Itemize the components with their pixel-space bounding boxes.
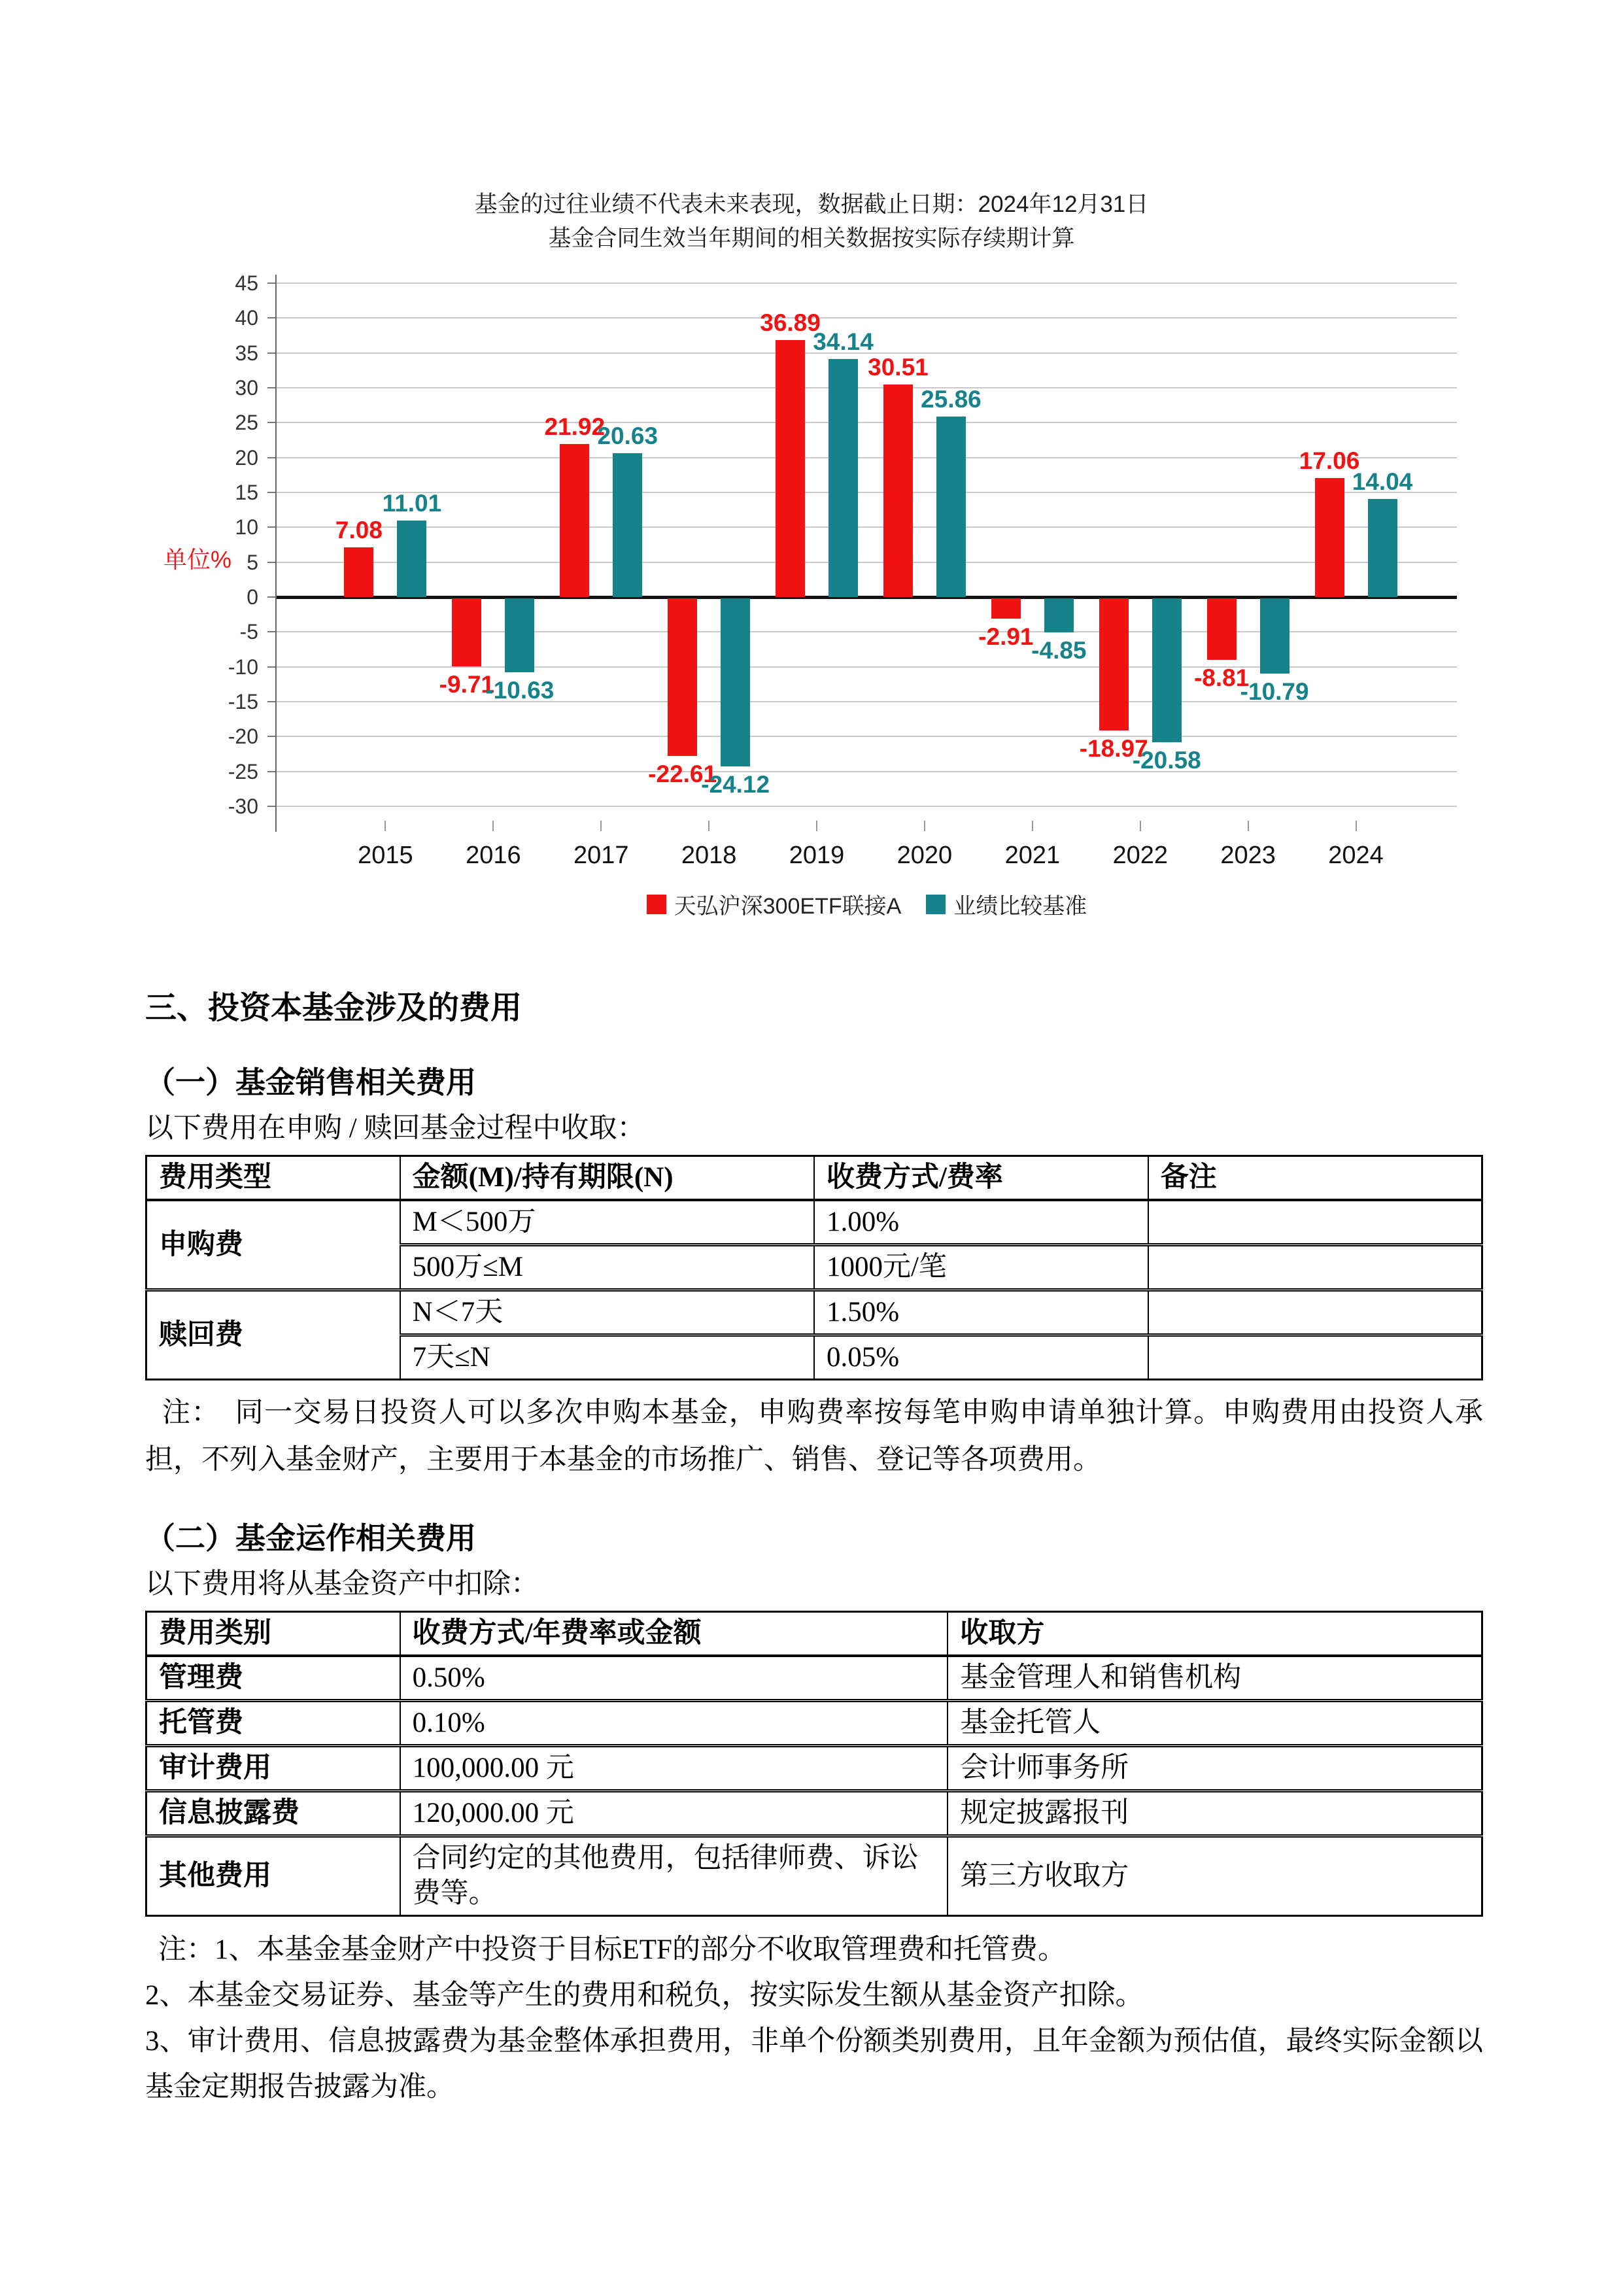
- table-cell: 0.05%: [814, 1335, 1148, 1380]
- table-row: [146, 1791, 1482, 1836]
- operation-fee-note-line: 3、审计费用、信息披露费为基金整体承担费用，非单个份额类别费用，且年金额为预估值，最终实际金额以基金定期报告披露为准。: [145, 2026, 1483, 2102]
- x-axis-year-label: 2016: [466, 842, 521, 869]
- fund-bar: [560, 444, 589, 597]
- bar-value-label: -22.61: [648, 761, 717, 788]
- operation-fee-table-header-row: [146, 1612, 1482, 1656]
- x-axis-tick: [924, 821, 925, 831]
- gridline: [277, 422, 1457, 423]
- benchmark-bar: [721, 598, 750, 766]
- y-axis-label: -25: [228, 759, 258, 783]
- table-row: [146, 1290, 1482, 1335]
- table-header-cell: 费用类别: [146, 1612, 400, 1656]
- y-axis-label: 10: [235, 515, 258, 540]
- y-axis-label: 20: [235, 445, 258, 470]
- bar-value-label: 14.04: [1352, 468, 1413, 496]
- bar-value-label: -8.81: [1193, 664, 1250, 691]
- sales-fee-table-body: [146, 1200, 1482, 1380]
- bar-value-label: 34.14: [813, 328, 874, 355]
- table-header-cell: 金额(M)/持有期限(N): [400, 1156, 814, 1201]
- fund-bar: [1099, 598, 1129, 730]
- table-cell: 100,000.00 元: [400, 1746, 948, 1791]
- fund-bar: [991, 598, 1021, 619]
- table-row-label-cell: 申购费: [146, 1200, 400, 1290]
- x-axis-year-label: 2018: [681, 842, 737, 869]
- x-axis-year-label: 2015: [358, 842, 413, 869]
- bar-value-label: -24.12: [701, 771, 770, 798]
- x-axis-year-label: 2024: [1328, 842, 1384, 869]
- table-cell: 规定披露报刊: [948, 1791, 1482, 1836]
- benchmark-bar: [1044, 598, 1074, 632]
- chart-title-line1: 基金的过往业绩不代表未来表现，数据截止日期：2024年12月31日: [474, 192, 1149, 217]
- table-cell: 第三方收取方: [948, 1836, 1482, 1916]
- chart-title-block: [0, 188, 1623, 256]
- y-axis-label: -10: [228, 655, 258, 679]
- gridline: [277, 526, 1457, 528]
- subsection1-title: （一）基金销售相关费用: [145, 1066, 476, 1099]
- subsection2-intro: 以下费用将从基金资产中扣除：: [145, 1569, 539, 1600]
- x-axis-year-label: 2019: [789, 842, 845, 869]
- table-cell: M＜500万: [400, 1200, 814, 1245]
- gridline: [277, 771, 1457, 772]
- gridline: [277, 317, 1457, 318]
- bar-value-label: -2.91: [978, 623, 1034, 651]
- bar-value-label: -18.97: [1079, 735, 1148, 762]
- y-axis-label: 45: [235, 271, 258, 295]
- y-axis-label: -30: [228, 795, 258, 818]
- operation-fee-notes: [145, 1927, 1483, 2110]
- benchmark-bar: [613, 453, 642, 597]
- x-axis-tick: [1356, 821, 1357, 831]
- fund-bar: [452, 598, 481, 666]
- table-cell: 0.10%: [400, 1701, 948, 1746]
- table-cell: N＜7天: [400, 1290, 814, 1335]
- x-axis-tick: [600, 821, 602, 831]
- chart-legend: [277, 888, 1457, 920]
- benchmark-bar: [936, 417, 966, 597]
- legend-item-fund: [647, 888, 902, 920]
- table-header-cell: 费用类型: [146, 1156, 400, 1201]
- legend-swatch-icon: [647, 895, 666, 914]
- table-cell: 合同约定的其他费用，包括律师费、诉讼费等。: [400, 1836, 948, 1916]
- table-header-cell: 收费方式/年费率或金额: [400, 1612, 948, 1656]
- benchmark-bar: [397, 521, 426, 597]
- benchmark-bar: [1368, 499, 1397, 597]
- operation-fee-table: [145, 1611, 1483, 1917]
- y-axis-label: 25: [235, 411, 258, 435]
- sales-fee-note: 注： 同一交易日投资人可以多次申购本基金，申购费率按每笔申购申请单独计算。申购费用由投资人承担，不列入基金财产，主要用于本基金的市场推广、销售、登记等各项费用。: [145, 1397, 1483, 1475]
- bar-value-label: 25.86: [921, 386, 982, 413]
- table-header-cell: 收取方: [948, 1612, 1482, 1656]
- y-axis-label: 35: [235, 341, 258, 365]
- table-cell: [1148, 1335, 1482, 1380]
- fund-bar: [776, 340, 805, 597]
- y-axis-label: -20: [228, 725, 258, 749]
- x-axis-tick: [1140, 821, 1141, 831]
- x-axis-tick: [492, 821, 494, 831]
- table-row: [146, 1656, 1482, 1701]
- table-row-label-cell: 托管费: [146, 1701, 400, 1746]
- table-row: [146, 1701, 1482, 1746]
- bar-value-label: -10.63: [485, 677, 555, 704]
- section-title: 三、投资本基金涉及的费用: [145, 991, 522, 1025]
- table-header-cell: 收费方式/费率: [814, 1156, 1148, 1201]
- x-axis-year-label: 2022: [1112, 842, 1169, 869]
- gridline: [277, 387, 1457, 388]
- bar-value-label: -4.85: [1031, 636, 1087, 664]
- table-cell: [1148, 1290, 1482, 1335]
- x-axis-year-label: 2023: [1220, 842, 1276, 869]
- x-axis-tick: [1248, 821, 1249, 831]
- x-axis-tick: [1032, 821, 1033, 831]
- gridline: [277, 806, 1457, 807]
- table-row-label-cell: 信息披露费: [146, 1791, 400, 1836]
- chart-title-line2: 基金合同生效当年期间的相关数据按实际存续期计算: [548, 226, 1075, 251]
- bar-value-label: 36.89: [760, 309, 821, 336]
- table-cell: 1.00%: [814, 1200, 1148, 1245]
- table-cell: 1.50%: [814, 1290, 1148, 1335]
- table-cell: [1148, 1200, 1482, 1245]
- table-row-label-cell: 管理费: [146, 1656, 400, 1701]
- gridline: [277, 283, 1457, 284]
- table-cell: 会计师事务所: [948, 1746, 1482, 1791]
- x-axis-year-label: 2021: [1004, 842, 1061, 869]
- subsection1-intro: 以下费用在申购 / 赎回基金过程中收取：: [145, 1113, 645, 1144]
- bar-value-label: -9.71: [439, 670, 495, 698]
- table-row: [146, 1746, 1482, 1791]
- operation-fee-note-line: 2、本基金交易证券、基金等产生的费用和税负，按实际发生额从基金资产扣除。: [145, 1980, 1144, 2011]
- table-cell: 120,000.00 元: [400, 1791, 948, 1836]
- table-cell: 500万≤M: [400, 1245, 814, 1290]
- bar-value-label: 21.92: [544, 413, 606, 441]
- bar-value-label: -20.58: [1132, 746, 1201, 774]
- fund-bar: [1207, 598, 1237, 660]
- x-axis-year-label: 2017: [573, 842, 629, 869]
- y-axis-label: 30: [235, 376, 258, 400]
- y-axis-label: 0: [247, 585, 258, 609]
- y-axis-label: -15: [228, 690, 258, 713]
- operation-fee-note-line: 注：1、本基金基金财产中投资于目标ETF的部分不收取管理费和托管费。: [158, 1934, 1066, 1965]
- y-axis-label: 40: [235, 306, 258, 330]
- gridline: [277, 736, 1457, 737]
- document-body: [145, 989, 1483, 2110]
- x-axis-tick: [708, 821, 709, 831]
- sales-fee-table-header-row: [146, 1156, 1482, 1201]
- y-axis-unit-label: 单位%: [163, 546, 232, 573]
- benchmark-bar: [505, 598, 534, 672]
- benchmark-bar: [1260, 598, 1290, 674]
- benchmark-bar: [829, 359, 858, 597]
- x-axis-tick: [816, 821, 817, 831]
- table-row-label-cell: 审计费用: [146, 1746, 400, 1791]
- y-axis-label: -5: [239, 620, 258, 644]
- bar-value-label: 7.08: [335, 517, 383, 544]
- subsection2-title: （二）基金运作相关费用: [145, 1522, 476, 1555]
- table-cell: 基金管理人和销售机构: [948, 1656, 1482, 1701]
- operation-fee-table-body: [146, 1656, 1482, 1916]
- table-row-label-cell: 赎回费: [146, 1290, 400, 1380]
- x-axis-year-label: 2020: [897, 842, 953, 869]
- table-cell: 基金托管人: [948, 1701, 1482, 1746]
- bar-value-label: 30.51: [868, 353, 929, 381]
- legend-label: 业绩比较基准: [953, 894, 1087, 919]
- bar-value-label: 20.63: [597, 422, 658, 449]
- table-cell: [1148, 1245, 1482, 1290]
- table-cell: 7天≤N: [400, 1335, 814, 1380]
- bar-value-label: 11.01: [382, 489, 442, 517]
- table-cell: 0.50%: [400, 1656, 948, 1701]
- legend-item-benchmark: [926, 888, 1087, 920]
- table-row: [146, 1200, 1482, 1245]
- y-axis-label: 15: [235, 481, 258, 504]
- fund-bar: [883, 385, 913, 597]
- legend-label: 天弘沪深300ETF联接A: [674, 894, 902, 919]
- table-cell: 1000元/笔: [814, 1245, 1148, 1290]
- table-header-cell: 备注: [1148, 1156, 1482, 1201]
- fund-bar: [668, 598, 697, 756]
- bar-value-label: -10.79: [1240, 678, 1309, 706]
- table-row: [146, 1836, 1482, 1916]
- bar-value-label: 17.06: [1299, 447, 1360, 475]
- table-row-label-cell: 其他费用: [146, 1836, 400, 1916]
- y-axis-line: [275, 275, 277, 832]
- x-axis-tick: [384, 821, 386, 831]
- sales-fee-table: [145, 1155, 1483, 1380]
- performance-bar-chart: [150, 268, 1465, 935]
- fund-bar: [344, 547, 373, 597]
- y-axis-label: 5: [247, 550, 258, 574]
- gridline: [277, 562, 1457, 563]
- legend-swatch-icon: [926, 895, 946, 914]
